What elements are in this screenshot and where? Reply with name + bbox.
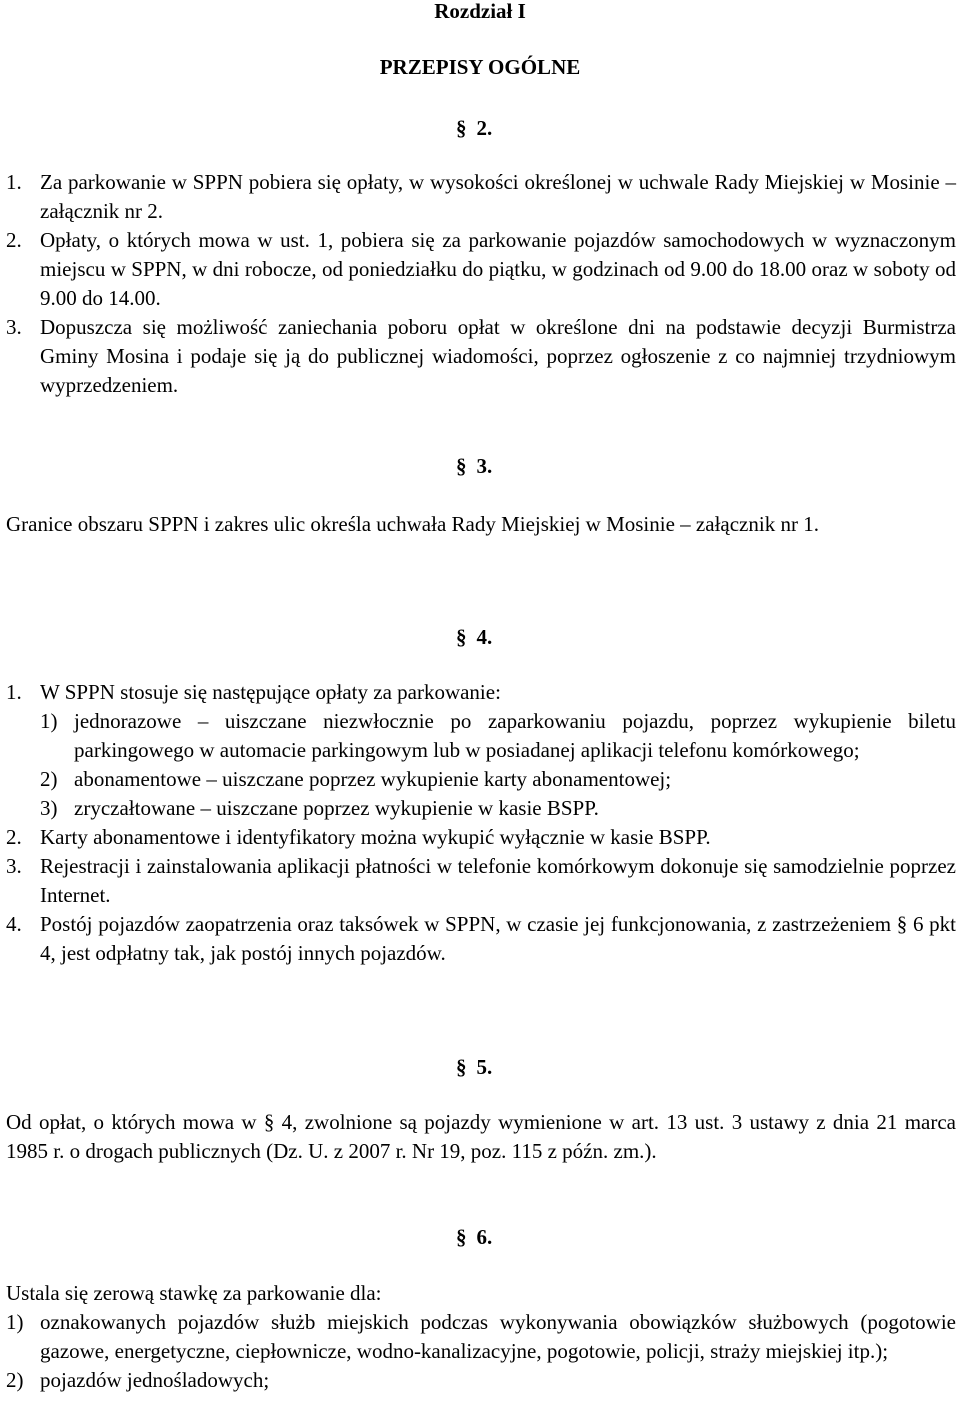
sublist [6,707,956,823]
section-3-heading: § 3. [456,454,493,478]
list-item: 2) pojazdów jednośladowych; [6,1368,270,1392]
list-item: 1) oznakowanych pojazdów służb miejskich podczas wykonywania obowiązków służbowych (pogotowie gazowe, energetyczne, ciepłownicze, wodno-kanalizacyjne, pogotowie, policji, straży miejskiej itp.); [6,1310,956,1363]
sublist-item: 2) abonamentowe – uiszczane poprzez wykupienie karty abonamentowej; [40,767,672,791]
section-5-body: Od opłat, o których mowa w § 4, zwolnione są pojazdy wymienione w art. 13 ust. 3 ustawy z dnia 21 marca 1985 r. o drogach publicznych (Dz. U. z 2007 r. Nr 19, poz. 115 z późn. zm.). [6,1110,956,1163]
chapter-title: PRZEPISY OGÓLNE [379,55,581,79]
section-5-heading: § 5. [456,1055,493,1079]
list-item: 3. Dopuszcza się możliwość zaniechania poboru opłat w określone dni na podstawie decyzji Burmistrza Gminy Mosina i podaje się ją do publicznej wiadomości, poprzez ogłoszenie z co najmniej trzydniowym wyprzedzeniem. [6,315,956,397]
section-3-body: Granice obszaru SPPN i zakres ulic określa uchwała Rady Miejskiej w Mosinie – załącznik nr 1. [6,512,819,536]
list-item: 1. W SPPN stosuje się następujące opłaty za parkowanie: [6,680,501,704]
list-item: 1. Za parkowanie w SPPN pobiera się opłaty, w wysokości określonej w uchwale Rady Miejskiej w Mosinie – załącznik nr 2. [6,170,956,223]
section-2-heading: § 2. [456,116,493,140]
sublist-item: 3) zryczałtowane – uiszczane poprzez wykupienie w kasie BSPP. [40,796,599,820]
section-6-intro: Ustala się zerową stawkę za parkowanie dla: [6,1281,382,1305]
chapter-heading: Rozdział I [434,0,526,23]
section-4-body [6,678,956,968]
section-4-heading: § 4. [456,625,493,649]
section-6-body [6,1279,956,1395]
list-item: 3. Rejestracji i zainstalowania aplikacji płatności w telefonie komórkowym dokonuje się samodzielnie poprzez Internet. [6,854,956,907]
sublist-item: 1) jednorazowe – uiszczane niezwłocznie po zaparkowaniu pojazdu, poprzez wykupienie biletu parkingowego w automacie parkingowym lub w posiadanej aplikacji telefonu komórkowego; [40,709,956,762]
list-item: 2. Karty abonamentowe i identyfikatory można wykupić wyłącznie w kasie BSPP. [6,825,711,849]
section-6-heading: § 6. [456,1225,493,1249]
list-item: 4. Postój pojazdów zaopatrzenia oraz taksówek w SPPN, w czasie jej funkcjonowania, z zastrzeżeniem § 6 pkt 4, jest odpłatny tak, jak postój innych pojazdów. [6,912,956,965]
section-2-body [6,168,956,400]
list-item: 2. Opłaty, o których mowa w ust. 1, pobiera się za parkowanie pojazdów samochodowych w wyznaczonym miejscu w SPPN, w dni robocze, od poniedziałku do piątku, w godzinach od 9.00 do 18.00 oraz w soboty od 9.00 do 14.00. [6,228,956,310]
section-symbol: § [456,116,467,140]
